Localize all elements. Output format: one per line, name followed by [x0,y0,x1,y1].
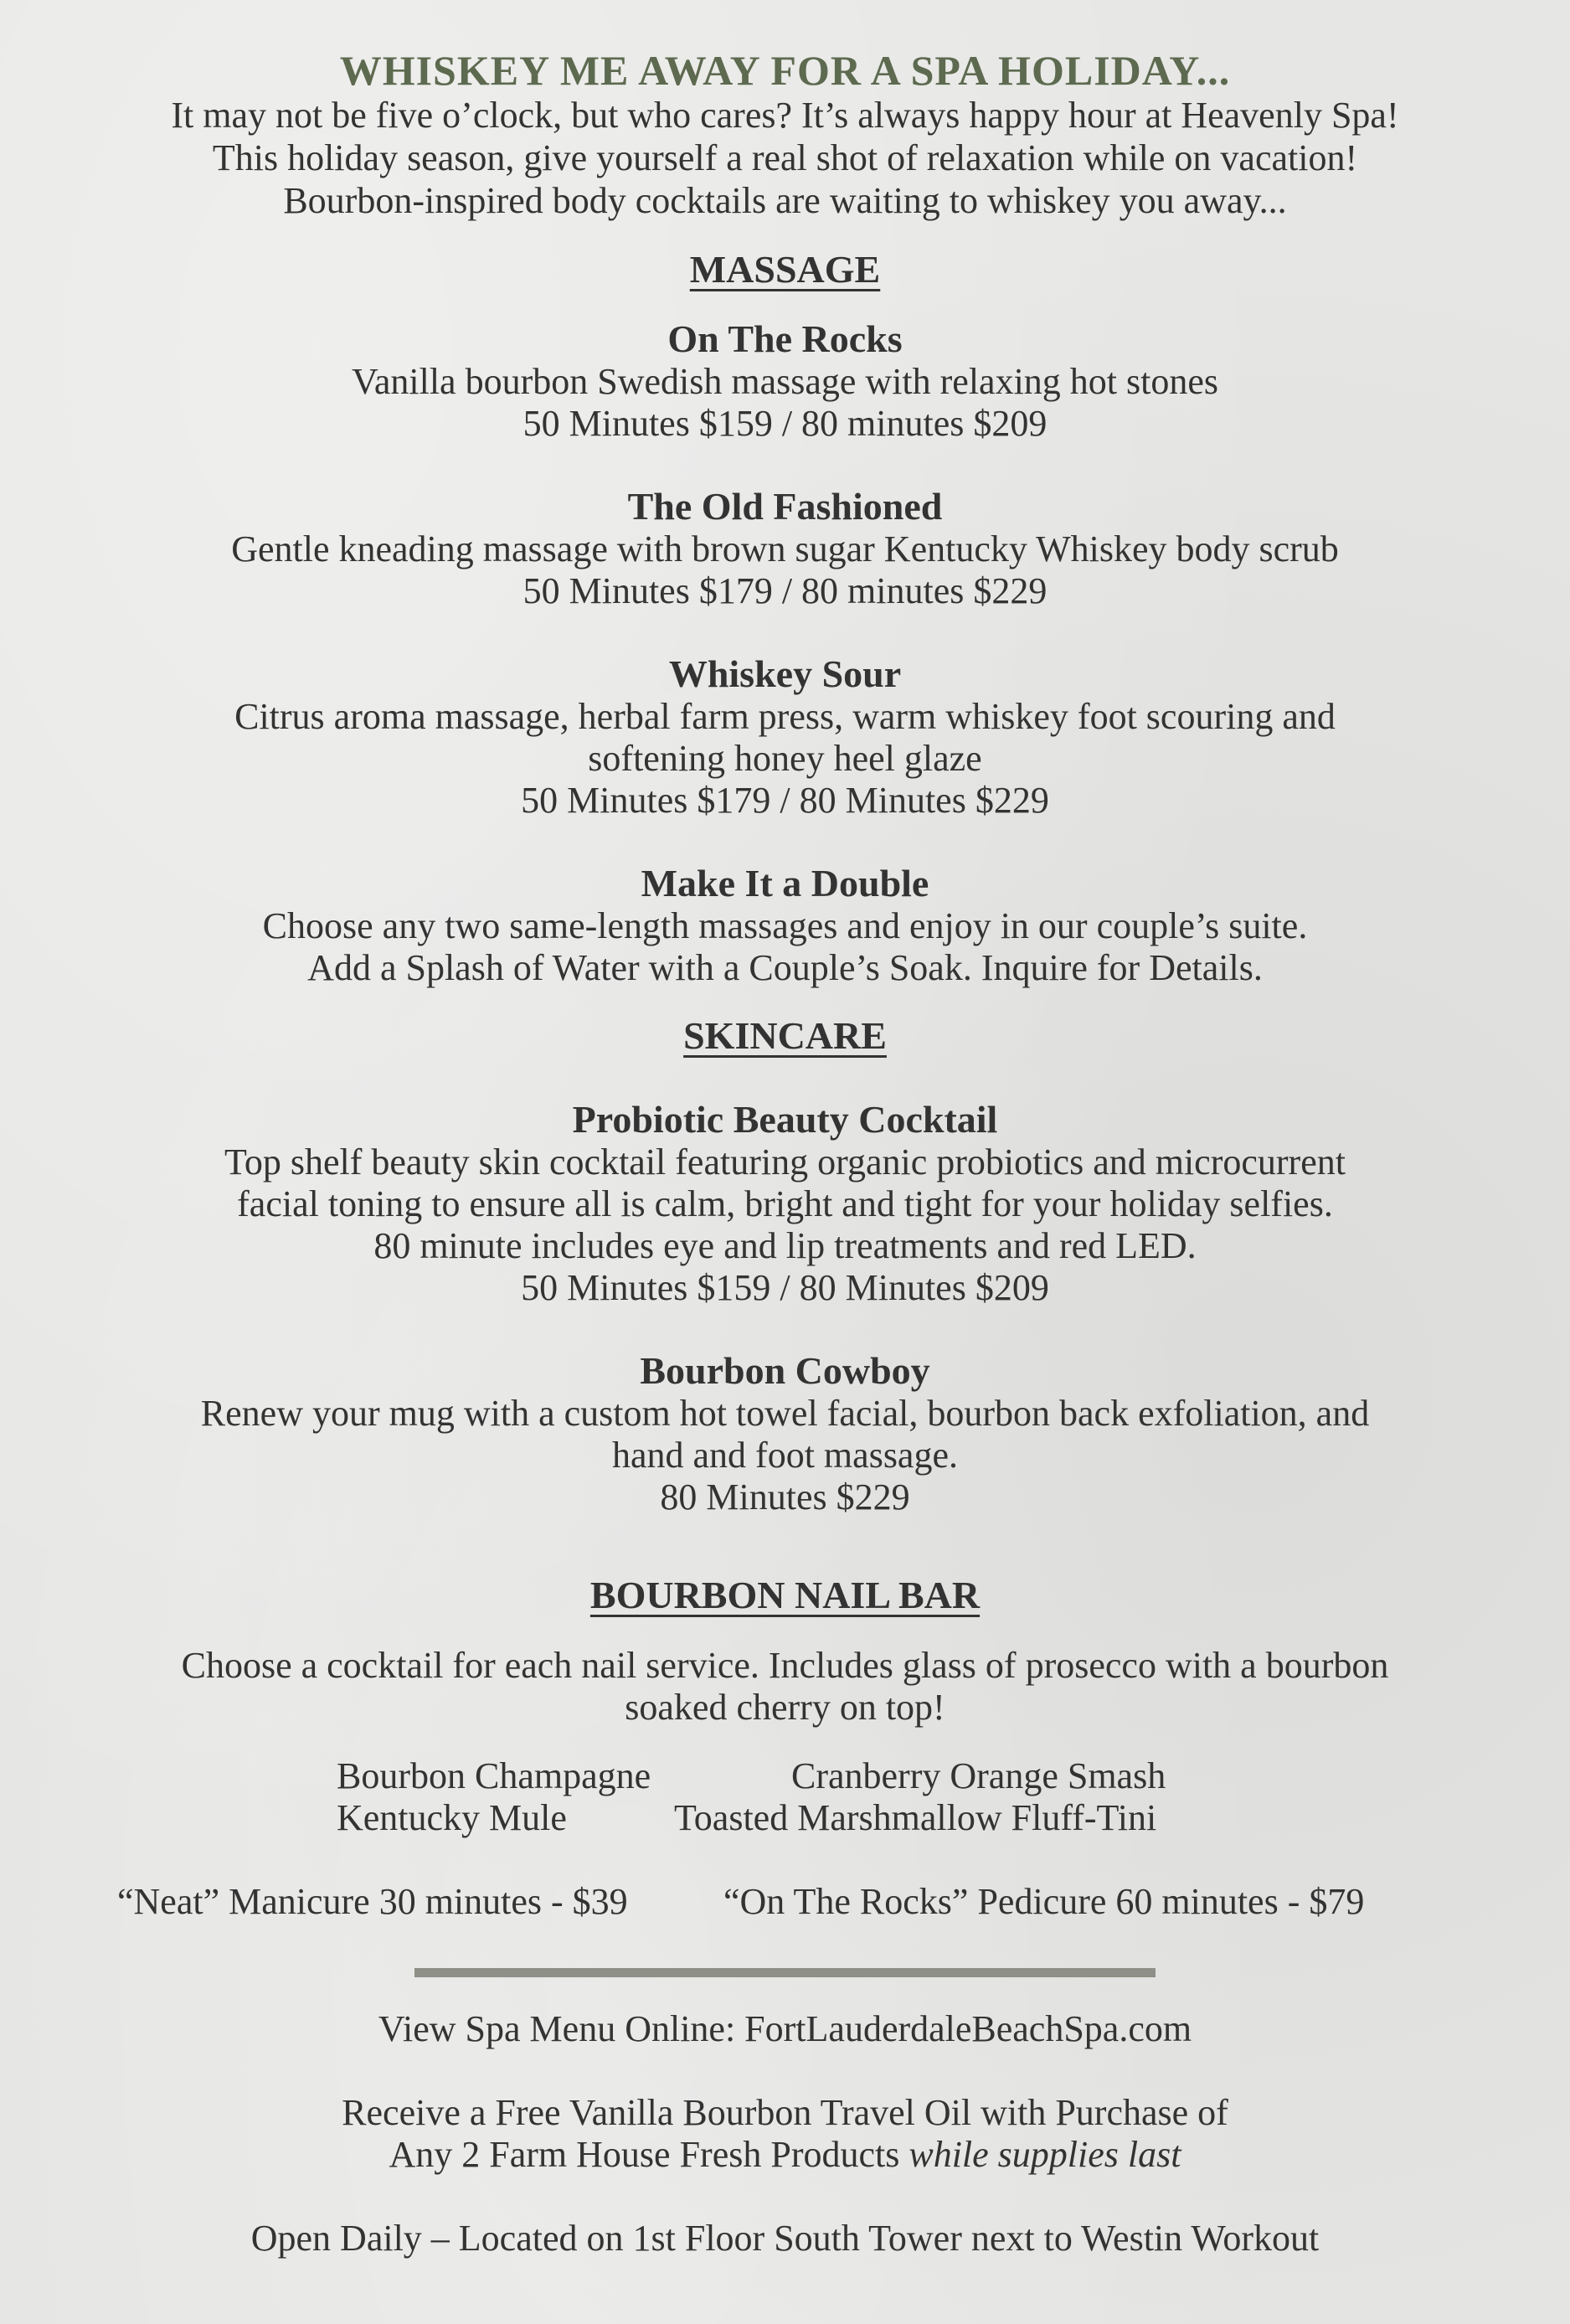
intro-line-3: Bourbon-inspired body cocktails are waiting to whiskey you away... [283,180,1287,221]
service-name: Make It a Double [641,862,929,904]
intro-line-1: It may not be five o’clock, but who cares? It’s always happy hour at Heavenly Spa! [171,95,1399,136]
nail-bar-intro: soaked cherry on top! [625,1687,945,1728]
service-description: facial toning to ensure all is calm, bright and tight for your holiday selfies. [237,1183,1333,1224]
service-name: Bourbon Cowboy [640,1349,930,1392]
manicure-pricing: “Neat” Manicure 30 minutes - $39 [117,1881,628,1922]
section-heading-massage: MASSAGE [689,248,881,291]
service-description: softening honey heel glaze [588,738,982,779]
promo-line: Receive a Free Vanilla Bourbon Travel Oil with Purchase of [342,2092,1228,2133]
service-pricing: 50 Minutes $159 / 80 minutes $209 [522,403,1048,444]
service-name: On The Rocks [667,317,903,360]
service-pricing: 50 Minutes $179 / 80 Minutes $229 [521,780,1049,821]
service-description: Renew your mug with a custom hot towel facial, bourbon back exfoliation, and [200,1393,1370,1434]
page-title: WHISKEY ME AWAY FOR A SPA HOLIDAY... [339,47,1231,94]
promo-supplies-note: while supplies last [909,2134,1181,2175]
service-description: Top shelf beauty skin cocktail featuring organic probiotics and microcurrent [224,1141,1346,1183]
spa-menu-online-link[interactable]: View Spa Menu Online: FortLauderdaleBeachSpa.com [378,2008,1192,2049]
service-name: Probiotic Beauty Cocktail [572,1098,998,1141]
service-description: Gentle kneading massage with brown sugar Kentucky Whiskey body scrub [231,528,1339,569]
service-description: hand and foot massage. [612,1435,958,1476]
intro-line-2: This holiday season, give yourself a real shot of relaxation while on vacation! [212,137,1358,178]
service-pricing: 80 Minutes $229 [660,1476,910,1518]
section-heading-skincare: SKINCARE [683,1014,887,1057]
service-pricing: 50 Minutes $179 / 80 minutes $229 [522,570,1048,611]
divider-rule [414,1968,1156,1977]
promo-products: Any 2 Farm House Fresh Products [389,2134,900,2175]
service-description: Add a Splash of Water with a Couple’s Soak. Inquire for Details. [307,947,1263,988]
cocktail-option: Bourbon Champagne [337,1755,651,1796]
service-description: 80 minute includes eye and lip treatments and red LED. [373,1225,1197,1266]
service-description: Citrus aroma massage, herbal farm press, warm whiskey foot scouring and [234,696,1336,737]
service-description: Vanilla bourbon Swedish massage with relaxing hot stones [351,361,1219,402]
pedicure-pricing: “On The Rocks” Pedicure 60 minutes - $79 [723,1881,1365,1922]
service-description: Choose any two same-length massages and enjoy in our couple’s suite. [262,905,1308,946]
promo-line [0,2133,1570,2176]
cocktail-option: Kentucky Mule [337,1797,567,1838]
cocktail-option: Toasted Marshmallow Fluff-Tini [674,1797,1157,1838]
service-name: The Old Fashioned [627,485,943,528]
service-name: Whiskey Sour [668,652,902,695]
service-pricing: 50 Minutes $159 / 80 Minutes $209 [521,1267,1049,1308]
hours-location: Open Daily – Located on 1st Floor South Tower next to Westin Workout [250,2218,1320,2259]
nail-bar-intro: Choose a cocktail for each nail service. Includes glass of prosecco with a bourbon [181,1645,1389,1686]
cocktail-option: Cranberry Orange Smash [791,1755,1166,1796]
section-heading-nail-bar: BOURBON NAIL BAR [589,1574,981,1616]
